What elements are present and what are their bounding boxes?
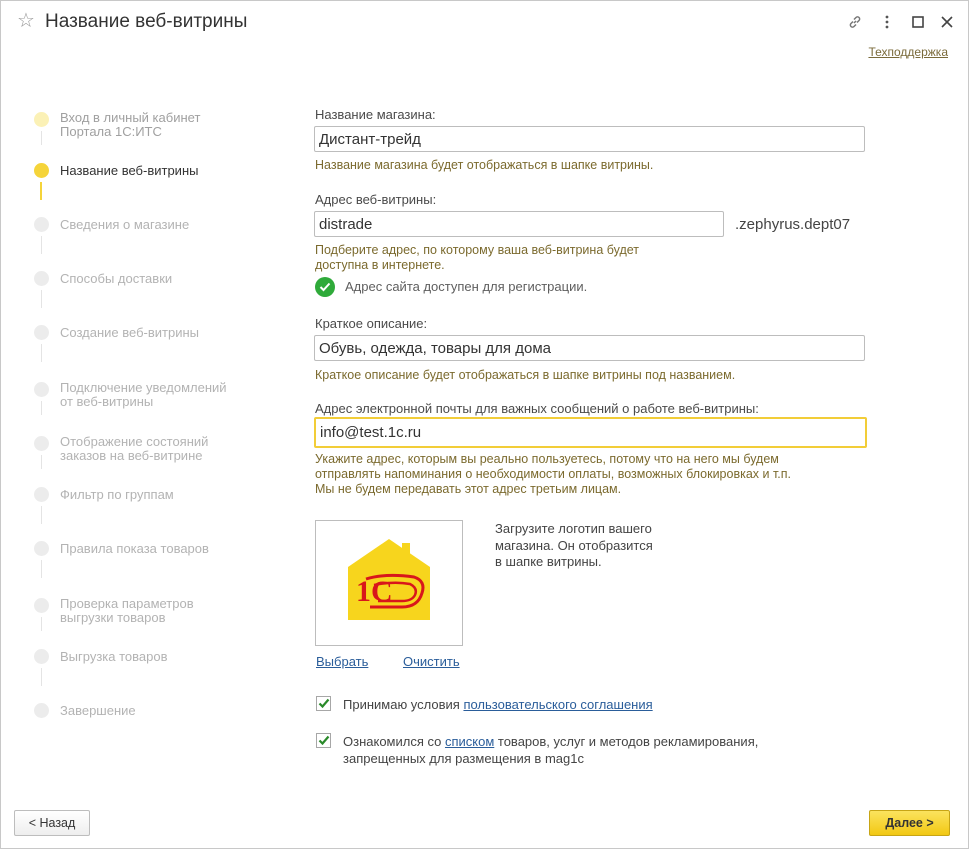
- address-available-status: Адрес сайта доступен для регистрации.: [345, 279, 588, 294]
- step-label: Выгрузка товаров: [60, 649, 168, 664]
- step-connector: [41, 131, 42, 145]
- step-indicator-icon: [34, 436, 49, 451]
- step-indicator-icon: [34, 703, 49, 718]
- step-label: Сведения о магазине: [60, 217, 190, 232]
- step-connector: [41, 344, 42, 362]
- step-indicator-icon: [34, 487, 49, 502]
- logo-select-link[interactable]: Выбрать: [316, 654, 369, 669]
- agreement-text: [343, 696, 653, 713]
- step-label: Правила показа товаров: [60, 541, 209, 556]
- short-description-label: Краткое описание:: [315, 316, 428, 331]
- support-link[interactable]: Техподдержка: [868, 45, 948, 59]
- short-description-hint: Краткое описание будет отображаться в шапке витрины под названием.: [315, 368, 736, 382]
- step-connector: [41, 455, 42, 469]
- step-indicator-icon: [34, 382, 49, 397]
- user-agreement-link[interactable]: пользовательского соглашения: [463, 697, 653, 712]
- step-label: Способы доставки: [60, 271, 173, 286]
- prohibited-list-checkbox[interactable]: [316, 733, 331, 748]
- store-address-label: Адрес веб-витрины:: [315, 192, 437, 207]
- email-input[interactable]: [314, 417, 867, 448]
- back-button[interactable]: < Назад: [14, 810, 90, 836]
- prohibited-text-line2: запрещенных для размещения в mag1c: [343, 751, 584, 766]
- step-indicator-icon: [34, 271, 49, 286]
- step-label: Подключение уведомлений от веб-витрины: [60, 380, 227, 409]
- logo-1c-text: 1С: [356, 575, 393, 608]
- star-icon[interactable]: ☆: [17, 10, 35, 32]
- agreement-checkbox[interactable]: [316, 696, 331, 711]
- maximize-icon[interactable]: [907, 11, 929, 33]
- store-address-hint-line1: Подберите адрес, по которому ваша веб-витрина будет: [315, 243, 640, 257]
- agreement-text-before: Принимаю условия: [343, 697, 464, 712]
- prohibited-text-after: товаров, услуг и методов рекламирования,: [494, 734, 759, 749]
- logo-clear-link[interactable]: Очистить: [403, 654, 460, 669]
- logo-1c-image: [316, 521, 462, 645]
- step-connector: [40, 182, 42, 200]
- checkmark-icon: [318, 698, 330, 709]
- step-connector: [41, 236, 42, 254]
- store-address-hint-line2: доступна в интернете.: [315, 258, 445, 272]
- step-label: Название веб-витрины: [60, 163, 199, 178]
- more-icon[interactable]: [876, 11, 898, 33]
- logo-chimney: [402, 543, 410, 561]
- link-icon[interactable]: [844, 11, 866, 33]
- email-hint-line2: отправлять напоминания о необходимости оплаты, возможных блокировках и т.п.: [315, 467, 792, 481]
- store-name-hint: Название магазина будет отображаться в шапке витрины.: [315, 158, 654, 172]
- check-circle-icon: [315, 277, 335, 297]
- store-name-label: Название магазина:: [315, 107, 436, 122]
- step-indicator-icon: [34, 325, 49, 340]
- domain-suffix: .zephyrus.dept07: [735, 216, 851, 233]
- step-indicator-icon: [34, 112, 49, 127]
- step-label: Создание веб-витрины: [60, 325, 200, 340]
- step-indicator-icon: [34, 541, 49, 556]
- email-label: Адрес электронной почты для важных сообщений о работе веб-витрины:: [315, 401, 759, 416]
- step-connector: [41, 668, 42, 686]
- step-indicator-icon: [34, 598, 49, 613]
- step-label: Фильтр по группам: [60, 487, 174, 502]
- step-connector: [41, 290, 42, 308]
- step-indicator-icon: [34, 217, 49, 232]
- short-description-input[interactable]: [314, 335, 865, 361]
- checkmark-icon: [318, 735, 330, 746]
- logo-preview[interactable]: [315, 520, 463, 646]
- step-connector: [41, 617, 42, 631]
- email-hint-line3: Мы не будем передавать этот адрес третьим лицам.: [315, 482, 622, 496]
- prohibited-text-before: Ознакомился со: [343, 734, 445, 749]
- next-button[interactable]: Далее >: [869, 810, 950, 836]
- store-name-input[interactable]: [314, 126, 865, 152]
- step-label: Завершение: [60, 703, 136, 718]
- step-label: Проверка параметров выгрузки товаров: [60, 596, 194, 625]
- step-connector: [41, 560, 42, 578]
- window-title: Название веб-витрины: [45, 11, 248, 32]
- step-label: Отображение состояний заказов на веб-витрине: [60, 434, 209, 463]
- logo-caption: Загрузите логотип вашего магазина. Он отобразится в шапке витрины.: [495, 521, 653, 569]
- step-indicator-icon: [34, 649, 49, 664]
- step-connector: [41, 401, 42, 415]
- step-label: Вход в личный кабинет Портала 1С:ИТС: [60, 110, 201, 139]
- step-indicator-icon: [34, 163, 49, 178]
- email-hint-line1: Укажите адрес, которым вы реально пользуетесь, потому что на него мы будем: [315, 452, 779, 466]
- store-address-input[interactable]: [314, 211, 724, 237]
- close-icon[interactable]: [936, 11, 958, 33]
- prohibited-list-text: [343, 733, 758, 767]
- prohibited-list-link[interactable]: списком: [444, 734, 495, 749]
- step-connector: [41, 506, 42, 524]
